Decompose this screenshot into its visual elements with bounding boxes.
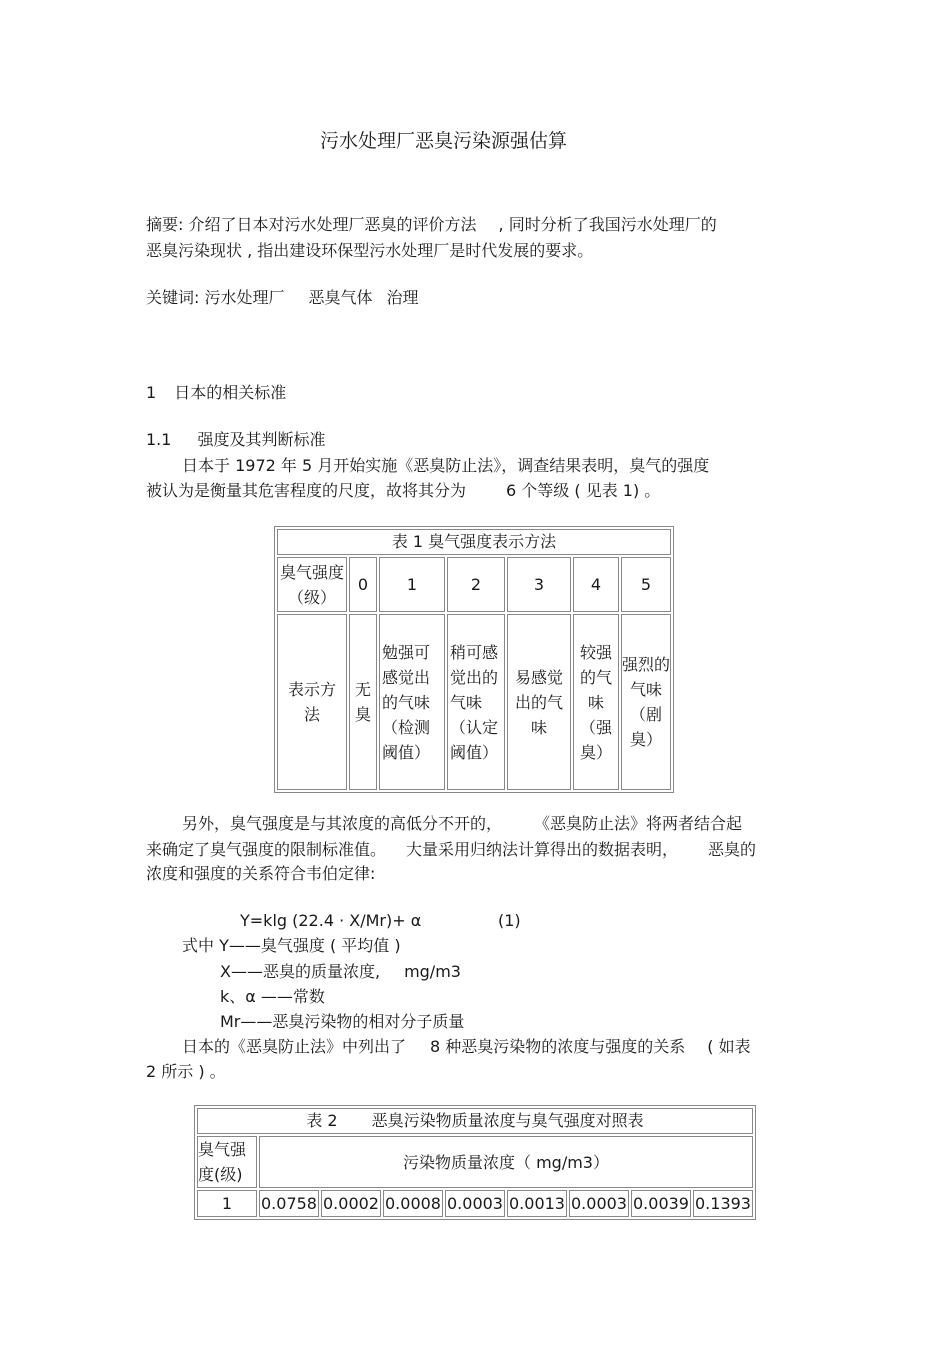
- section-1-heading: [146, 385, 286, 401]
- para-1-line-1: 日本于 1972 年 5 月开始实施《恶臭防止法》，调查结果表明，臭气的强度: [182, 456, 710, 475]
- definition-mr: Mr——恶臭污染物的相对分子质量: [220, 1012, 465, 1031]
- table-1-row-header-method: 表示方法: [277, 614, 347, 790]
- abstract-line-1: [146, 217, 717, 233]
- table-2-caption-number: 表 2: [306, 1111, 338, 1130]
- table-2-cell: 0.0039: [631, 1190, 691, 1217]
- table-1-desc-5: 强烈的气味（剧臭）: [621, 614, 671, 790]
- para-2-line-2c: 恶臭的: [708, 840, 757, 859]
- table-1-level-2: 2: [447, 557, 505, 612]
- para-2-line-3: 浓度和强度的关系符合韦伯定律:: [146, 864, 376, 883]
- definition-x-text: X——恶臭的质量浓度,: [220, 962, 381, 981]
- table-2: [194, 1105, 756, 1220]
- table-1-caption: 表 1 臭气强度表示方法: [277, 529, 671, 555]
- table-1: [274, 526, 674, 793]
- table-2-row-level: 1: [197, 1190, 257, 1217]
- table-2-caption: [197, 1108, 753, 1134]
- definition-k: k、α ——常数: [220, 987, 325, 1006]
- table-1-level-1: 1: [379, 557, 445, 612]
- para-2-line-2: [146, 842, 756, 858]
- formula-number: (1): [498, 911, 521, 930]
- table-2-cell: 0.1393: [693, 1190, 753, 1217]
- abstract-label: 摘要:: [146, 215, 184, 234]
- para-3-line-1: [182, 1039, 751, 1055]
- para-1-line-2b: 6 个等级 ( 见表 1) 。: [506, 481, 661, 500]
- definition-x-unit: mg/m3: [404, 962, 461, 981]
- section-1-title: 日本的相关标准: [174, 383, 287, 402]
- para-2-line-1: [182, 816, 742, 832]
- para-2-line-2a: 来确定了臭气强度的限制标准值。: [146, 840, 387, 859]
- formula-expression: Y=klg (22.4 · X/Mr)+ α: [240, 911, 422, 930]
- para-2-line-1a: 另外，臭气强度是与其浓度的高低分不开的，: [182, 814, 503, 833]
- table-1-row-header-level: 臭气强度（级）: [277, 557, 347, 612]
- keyword-1: 污水处理厂: [204, 288, 285, 307]
- para-3-line-1c: ( 如表: [707, 1037, 751, 1056]
- page-title: 污水处理厂恶臭污染源强估算: [320, 130, 568, 152]
- section-1-1-title: 强度及其判断标准: [197, 430, 326, 449]
- table-1-desc-4: 较强的气味（强臭）: [573, 614, 619, 790]
- table-1-desc-1: 勉强可感觉出的气味（检测阈值）: [379, 614, 445, 790]
- definition-intro: 式中 Y——臭气强度 ( 平均值 ): [182, 936, 401, 955]
- section-1-1-number: 1.1: [146, 430, 172, 449]
- table-1-level-0: 0: [349, 557, 377, 612]
- table-2-caption-title: 恶臭污染物质量浓度与臭气强度对照表: [371, 1111, 644, 1130]
- table-1-desc-3: 易感觉出的气味: [507, 614, 571, 790]
- keywords-label: 关键词:: [146, 288, 200, 307]
- table-2-header-concentration: 污染物质量浓度（ mg/m3）: [259, 1136, 753, 1188]
- table-2-cell: 0.0003: [569, 1190, 629, 1217]
- section-1-1-heading: [146, 432, 325, 448]
- keyword-2: 恶臭气体: [308, 288, 373, 307]
- para-1-line-2: [146, 483, 660, 499]
- para-2-line-2b: 大量采用归纳法计算得出的数据表明，: [406, 840, 679, 859]
- definition-x: [220, 964, 461, 980]
- para-3-line-1b: 8 种恶臭污染物的浓度与强度的关系: [430, 1037, 686, 1056]
- table-1-level-4: 4: [573, 557, 619, 612]
- table-2-cell: 0.0008: [383, 1190, 443, 1217]
- para-3-line-1a: 日本的《恶臭防止法》中列出了: [182, 1037, 407, 1056]
- keywords: [146, 290, 419, 306]
- table-2-cell: 0.0758: [259, 1190, 319, 1217]
- table-2-cell: 0.0013: [507, 1190, 567, 1217]
- table-2-cell: 0.0002: [321, 1190, 381, 1217]
- table-1-level-3: 3: [507, 557, 571, 612]
- table-1-desc-2: 稍可感觉出的气味（认定阈值）: [447, 614, 505, 790]
- keyword-3: 治理: [386, 288, 419, 307]
- table-2-cell: 0.0003: [445, 1190, 505, 1217]
- para-2-line-1b: 《恶臭防止法》将两者结合起: [534, 814, 743, 833]
- section-1-number: 1: [146, 383, 157, 402]
- table-1-level-5: 5: [621, 557, 671, 612]
- abstract-line-2: 恶臭污染现状 , 指出建设环保型污水处理厂是时代发展的要求。: [146, 241, 594, 260]
- table-1-desc-0: 无臭: [349, 614, 377, 790]
- abstract-text-1a: 介绍了日本对污水处理厂恶臭的评价方法: [188, 215, 477, 234]
- para-3-line-2: 2 所示 ) 。: [146, 1062, 226, 1081]
- table-2-header-level: 臭气强度(级): [197, 1136, 257, 1188]
- para-1-line-2a: 被认为是衡量其危害程度的尺度，故将其分为: [146, 481, 467, 500]
- abstract-text-1b: , 同时分析了我国污水处理厂的: [498, 215, 717, 234]
